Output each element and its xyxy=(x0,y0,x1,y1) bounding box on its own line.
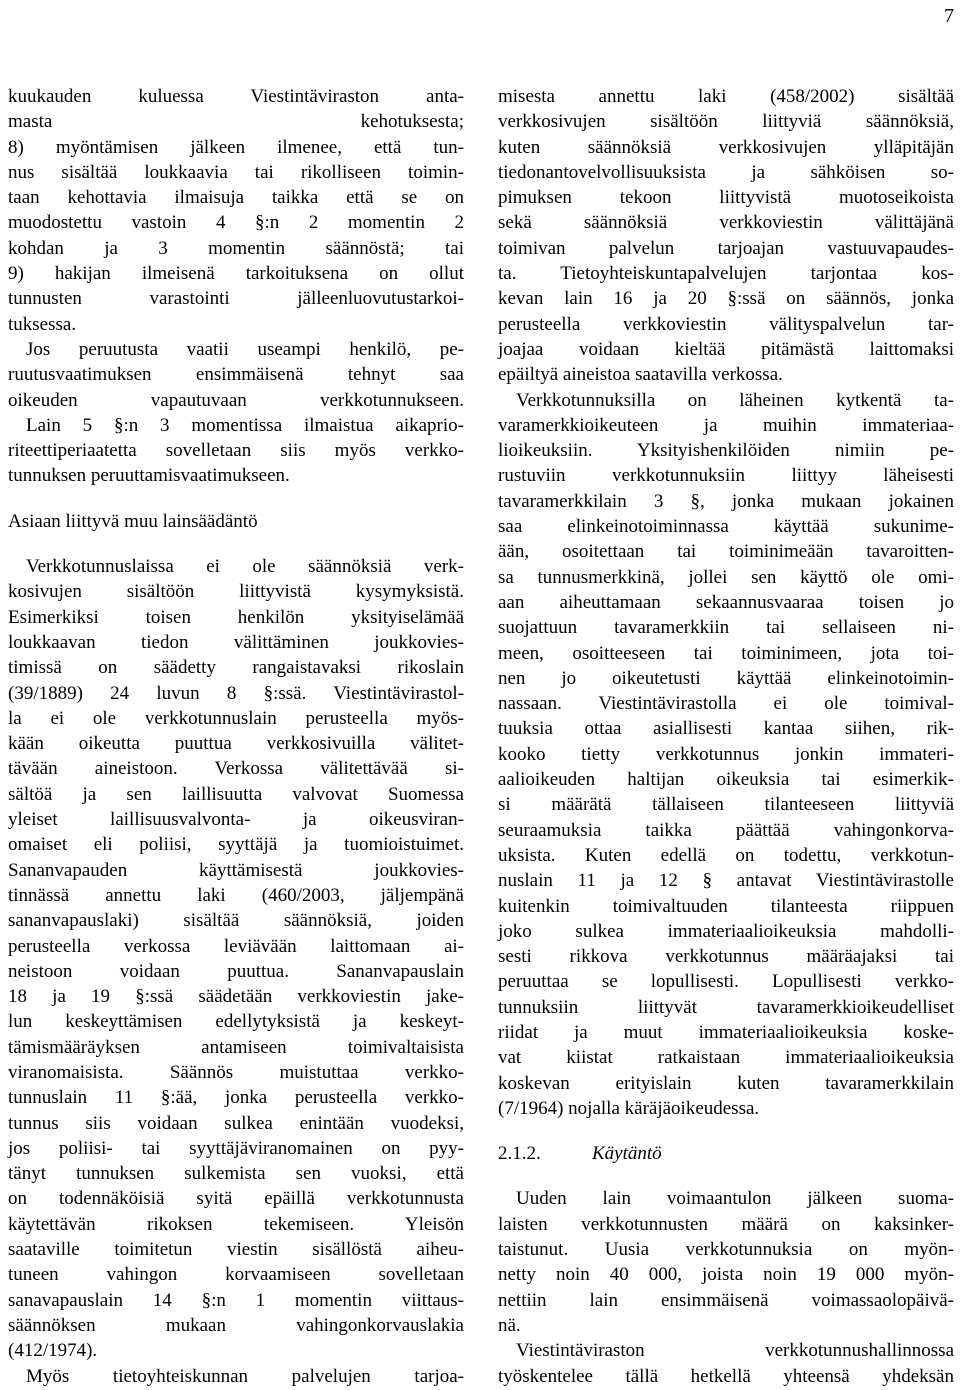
text-line: viranomaisista. Säännös muistuttaa verkko- xyxy=(8,1061,464,1083)
text-line: tänyt tunnuksen sulkemista sen vuoksi, että xyxy=(8,1163,464,1185)
text-line: kuten säännöksiä verkkosivujen ylläpitäjän xyxy=(498,136,954,158)
text-line: sanavapauslain 14 §:n 1 momentin viittaus- xyxy=(8,1289,464,1311)
text-line: tiedonantovelvollisuuksista ja sähköisen so- xyxy=(498,161,954,183)
text-line: riidat ja muut immateriaalioikeuksia koske- xyxy=(498,1021,954,1043)
text-line: kevan lain 16 ja 20 §:ssä on säännös, jonka xyxy=(498,288,954,310)
text-line: tunnuksiin liittyvät tavaramerkkioikeudelliset xyxy=(498,996,954,1018)
text-line: (39/1889) 24 luvun 8 §:ssä. Viestintävirastol- xyxy=(8,682,464,704)
text-line: aalioikeuden haltijan oikeuksia tai esimerkik- xyxy=(498,769,954,791)
text-line: tavaramerkkilain 3 §, jonka mukaan jokainen xyxy=(498,490,954,512)
text-line: perusteella verkossa leviävään laittomaan ai- xyxy=(8,935,464,957)
text-line: uksista. Kuten edellä on todettu, verkkotun- xyxy=(498,844,954,866)
text-line: seuraamuksia taikka päättää vahingonkorva- xyxy=(498,819,954,841)
section-heading: Asiaan liittyvä muu lainsäädäntö xyxy=(8,510,258,532)
paragraph xyxy=(498,1338,954,1389)
text-line: oikeuden vapautuvaan verkkotunnukseen. xyxy=(8,389,464,411)
text-line: ruutusvaatimuksen ensimmäisenä tehnyt saa xyxy=(8,364,464,386)
text-line: peruuttaa se lopullisesti. Lopullisesti verkko- xyxy=(498,971,954,993)
paragraph xyxy=(498,1186,954,1338)
paragraph xyxy=(8,1364,464,1389)
section-number: 2.1.2. xyxy=(498,1143,541,1165)
text-line: vat kiistat ratkaistaan immateriaalioikeuksia xyxy=(498,1047,954,1069)
text-line: nettiin lain ensimmäisenä voimassaolopäivä- xyxy=(498,1289,954,1311)
text-line: timissä on säädetty rangaistavaksi rikoslain xyxy=(8,657,464,679)
text-line: sältöä ja sen laillisuutta valvovat Suomessa xyxy=(8,783,464,805)
left-column xyxy=(8,84,464,1389)
paragraph xyxy=(8,337,464,413)
text-line: aan aiheuttamaan sekaannusvaaraa toisen jo xyxy=(498,591,954,613)
text-line: laisten verkkotunnusten määrä on kaksinker- xyxy=(498,1213,954,1235)
text-line: tämismääräyksen antamiseen toimivaltaisista xyxy=(8,1036,464,1058)
text-line: sekä säännöksiä verkkoviestin välittäjänä xyxy=(498,212,954,234)
paragraph xyxy=(8,413,464,489)
text-line: ään, osoitettaan tai toiminimeään tavaroitten- xyxy=(498,541,954,563)
text-line: säännöksen mukaan vahingonkorvauslakia xyxy=(8,1314,464,1336)
text-line: sesti rikkova verkkotunnus määräajaksi tai xyxy=(498,946,954,968)
right-column xyxy=(498,84,954,1389)
text-line: kuitenkin toimivaltuuden tilanteesta riippuen xyxy=(498,895,954,917)
text-line: joko sulkea immateriaalioikeuksia mahdolli- xyxy=(498,920,954,942)
text-line: joajaa voidaan kieltää pitämästä laittomaksi xyxy=(498,338,954,360)
text-line: netty noin 40 000, joista noin 19 000 myön- xyxy=(498,1264,954,1286)
text-line: on todennäköisiä syitä epäillä verkkotunnusta xyxy=(8,1188,464,1210)
text-line: perusteella verkkoviestin välityspalvelun tar- xyxy=(498,313,954,335)
text-line: Esimerkiksi toisen henkilön yksityiselämää xyxy=(8,606,464,628)
text-line: kään oikeutta puuttua verkkosivuilla välitet- xyxy=(8,733,464,755)
text-line: nuslain 11 ja 12 § antavat Viestintävirastolle xyxy=(498,870,954,892)
text-line: taistunut. Uusia verkkotunnuksia on myön- xyxy=(498,1239,954,1261)
text-line: saa elinkeinotoiminnassa käyttää sukunime- xyxy=(498,516,954,538)
text-line: Sananvapauden käyttämisestä joukkovies- xyxy=(8,859,464,881)
text-line: sananvapauslaki) sisältää säännöksiä, joiden xyxy=(8,910,464,932)
text-line: riteettiperiaatetta sovelletaan siis myös verkko- xyxy=(8,440,464,462)
text-line: ta. Tietoyhteiskuntapalvelujen tarjontaa kos- xyxy=(498,263,954,285)
text-line: Verkkotunnuksilla on läheinen kytkentä ta- xyxy=(516,389,954,411)
text-line: nen jo oikeutetusti käyttää elinkeinotoimin- xyxy=(498,667,954,689)
text-line: si määrätä tällaiseen tilanteeseen liittyviä xyxy=(498,794,954,816)
text-line: kooko tietty verkkotunnus jonkin immateri- xyxy=(498,743,954,765)
text-line: tunnuksen peruuttamisvaatimukseen. xyxy=(8,465,290,487)
text-line: jos poliisi- tai syyttäjäviranomainen on pyy- xyxy=(8,1137,464,1159)
text-line: tinnässä annettu laki (460/2003, jäljempänä xyxy=(8,884,464,906)
text-line: neistoon voidaan puuttua. Sananvapauslain xyxy=(8,960,464,982)
text-line: sa tunnusmerkkinä, jollei sen käyttö ole omi- xyxy=(498,566,954,588)
text-line: Myös tietoyhteiskunnan palvelujen tarjoa- xyxy=(26,1365,464,1387)
text-line: Viestintäviraston verkkotunnushallinnossa xyxy=(516,1340,954,1362)
paragraph xyxy=(8,554,464,1364)
text-line: Jos peruutusta vaatii useampi henkilö, pe- xyxy=(26,338,464,360)
text-line: meen, osoitteeseen tai toiminimeen, jota toi- xyxy=(498,642,954,664)
text-line: lioikeuksiin. Yksityishenkilöiden nimiin pe- xyxy=(498,440,954,462)
text-line: tunnuslain 11 §:ää, jonka perusteella verkko- xyxy=(8,1087,464,1109)
subsection-heading xyxy=(498,1141,954,1166)
text-line: nassaan. Viestintävirastolla ei ole toimival- xyxy=(498,693,954,715)
text-line: Lain 5 §:n 3 momentissa ilmaistua aikaprio- xyxy=(26,414,464,436)
spacer xyxy=(8,534,464,554)
section-title: Käytäntö xyxy=(592,1143,662,1165)
text-line: muodostettu vastoin 4 §:n 2 momentin 2 xyxy=(8,212,464,234)
paragraph xyxy=(498,388,954,1122)
text-line: nus sisältää loukkaavia tai rikolliseen toimin- xyxy=(8,161,464,183)
text-line: tuksessa. xyxy=(8,313,77,335)
text-line: loukkaavan tiedon välittäminen joukkovies- xyxy=(8,631,464,653)
text-line: toimivan palvelun tarjoajan vastuuvapaudes- xyxy=(498,237,954,259)
text-line: omaiset eli poliisi, syyttäjä ja tuomioistuimet. xyxy=(8,834,464,856)
text-line: taan kehottavia ilmaisuja taikka että se on xyxy=(8,187,464,209)
text-line: lun keskeyttämisen edellytyksistä ja keskeyt- xyxy=(8,1011,464,1033)
text-line: nä. xyxy=(498,1314,521,1336)
text-line: epäiltyä aineistoa saatavilla verkossa. xyxy=(498,364,783,386)
spacer xyxy=(8,489,464,509)
text-line: kuukauden kuluessa Viestintäviraston anta- xyxy=(8,86,464,107)
text-line: saataville toimitetun viestin sisällöstä aiheu- xyxy=(8,1239,464,1261)
spacer xyxy=(498,1121,954,1141)
text-line: la ei ole verkkotunnuslain perusteella myös- xyxy=(8,707,464,729)
text-line: Uuden lain voimaantulon jälkeen suoma- xyxy=(516,1188,954,1210)
text-line: (7/1964) nojalla käräjäoikeudessa. xyxy=(498,1097,760,1119)
text-line: masta kehotuksesta; xyxy=(8,111,464,133)
text-line: varamerkkioikeuteen ja muihin immateriaa- xyxy=(498,414,954,436)
spacer xyxy=(498,1166,954,1186)
text-line: 9) hakijan ilmeisenä tarkoituksena on ollut xyxy=(8,263,464,285)
text-line: 8) myöntämisen jälkeen ilmenee, että tun- xyxy=(8,136,464,158)
text-line: 18 ja 19 §:ssä säädetään verkkoviestin jake- xyxy=(8,986,464,1008)
text-line: misesta annettu laki (458/2002) sisältää xyxy=(498,86,954,107)
text-line: verkkosivujen sisältöön liittyviä säännöksiä, xyxy=(498,111,954,133)
text-line: suojattuun tavaramerkkiin tai sellaiseen ni- xyxy=(498,617,954,639)
text-line: tunnus siis voidaan sulkea enintään vuodeksi, xyxy=(8,1112,464,1134)
text-line: Verkkotunnuslaissa ei ole säännöksiä verk- xyxy=(26,556,464,578)
text-line: käytettävän rikoksen tekemiseen. Yleisön xyxy=(8,1213,464,1235)
text-line: tunnusten varastointi jälleenluovutustarkoi- xyxy=(8,288,464,310)
text-line: rustuviin verkkotunnuksiin liittyy läheisesti xyxy=(498,465,954,487)
paragraph xyxy=(498,84,954,388)
text-line: tuneen vahingon korvaamiseen sovelletaan xyxy=(8,1264,464,1286)
text-line: pimuksen tekoon liittyvistä muotoseikoista xyxy=(498,187,954,209)
page-number: 7 xyxy=(944,5,954,27)
paragraph xyxy=(8,84,464,337)
text-line: työskentelee tällä hetkellä yhteensä yhdeksän xyxy=(498,1365,954,1387)
text-line: (412/1974). xyxy=(8,1340,98,1362)
text-line: koskevan erityislain kuten tavaramerkkilain xyxy=(498,1072,954,1094)
text-line: yleiset laillisuusvalvonta- ja oikeusviran- xyxy=(8,809,464,831)
text-line: tuuksia ottaa asiallisesti kantaa siihen, rik- xyxy=(498,718,954,740)
text-line: kosivujen sisältöön liittyvistä kysymyksistä. xyxy=(8,581,464,603)
text-line: tävään aineistoon. Verkossa välitettävää si- xyxy=(8,758,464,780)
text-line: kohdan ja 3 momentin säännöstä; tai xyxy=(8,237,464,259)
